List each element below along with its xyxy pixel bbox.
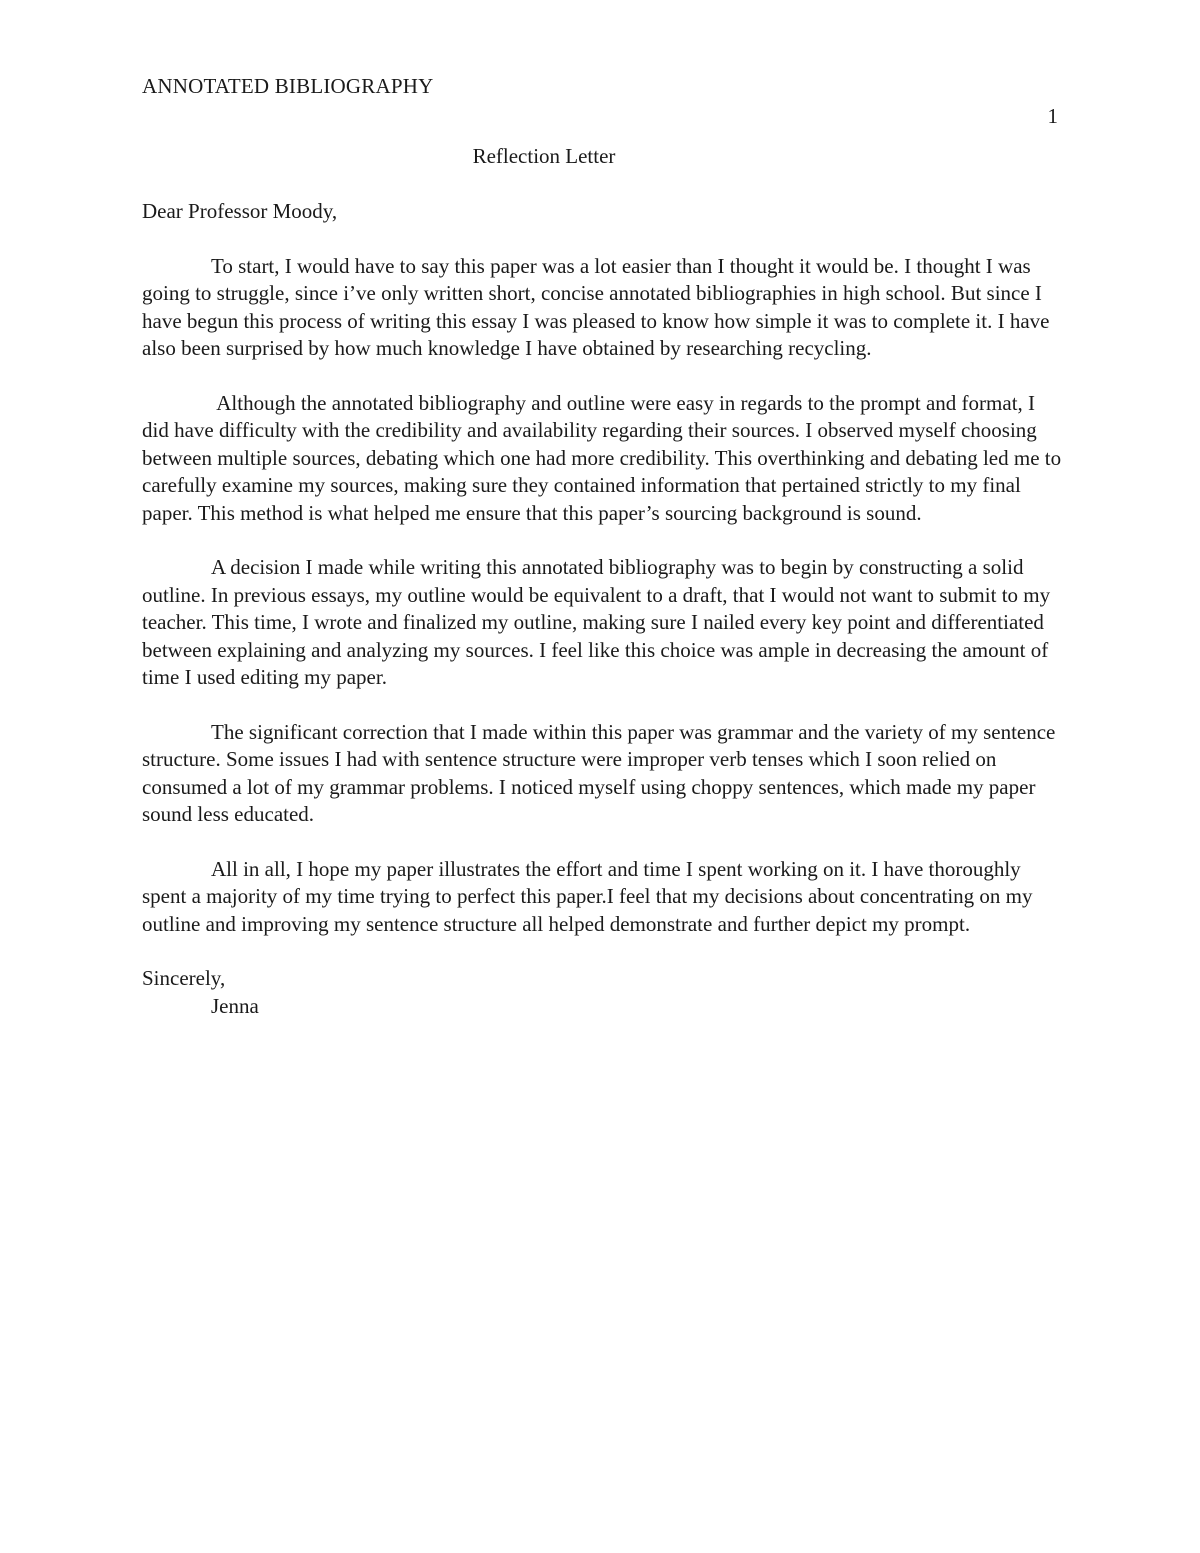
- body-paragraph-3: A decision I made while writing this annotated bibliography was to begin by constructing a solid outline. In previous essays, my outline would be equivalent to a draft, that I would not want to submit to my teacher. This time, I wrote and finalized my outline, making sure I nailed every key point and differentiated between explaining and analyzing my sources. I feel like this choice was ample in decreasing the amount of time I used editing my paper.: [142, 555, 1051, 689]
- salutation: Dear Professor Moody,: [142, 199, 338, 223]
- body-paragraph-5: All in all, I hope my paper illustrates the effort and time I spent working on it. I have thoroughly spent a majority of my time trying to perfect this paper.I feel that my decisions about concentrating on my outline and improving my sentence structure all helped demonstrate and further depict my prompt.: [142, 856, 1033, 936]
- signature: Jenna: [211, 993, 259, 1018]
- page-number: 1: [1047, 104, 1058, 128]
- body-paragraph-1: To start, I would have to say this paper was a lot easier than I thought it would be. I thought I was going to struggle, since i’ve only written short, concise annotated bibliographies in high school. But since I have begun this process of writing this essay I was pleased to know how simple it was to complete it. I have also been surprised by how much knowledge I have obtained by researching recycling.: [142, 253, 1050, 360]
- body-paragraph-4: The significant correction that I made within this paper was grammar and the variety of my sentence structure. Some issues I had with sentence structure were improper verb tenses which I soon relied on consumed a lot of my grammar problems. I noticed myself using choppy sentences, which made my paper sound less educated.: [142, 719, 1056, 826]
- closing: Sincerely,: [142, 966, 226, 990]
- letter-title: Reflection Letter: [472, 144, 616, 168]
- letter-body: [142, 198, 1067, 1020]
- running-head: ANNOTATED BIBLIOGRAPHY: [142, 74, 434, 98]
- body-paragraph-2: Although the annotated bibliography and outline were easy in regards to the prompt and format, I did have difficulty with the credibility and availability regarding their sources. I observed myself choosing between multiple sources, debating which one had more credibility. This overthinking and debating led me to carefully examine my sources, making sure they contained information that pertained strictly to my final paper. This method is what helped me ensure that this paper’s sourcing background is sound.: [142, 390, 1067, 525]
